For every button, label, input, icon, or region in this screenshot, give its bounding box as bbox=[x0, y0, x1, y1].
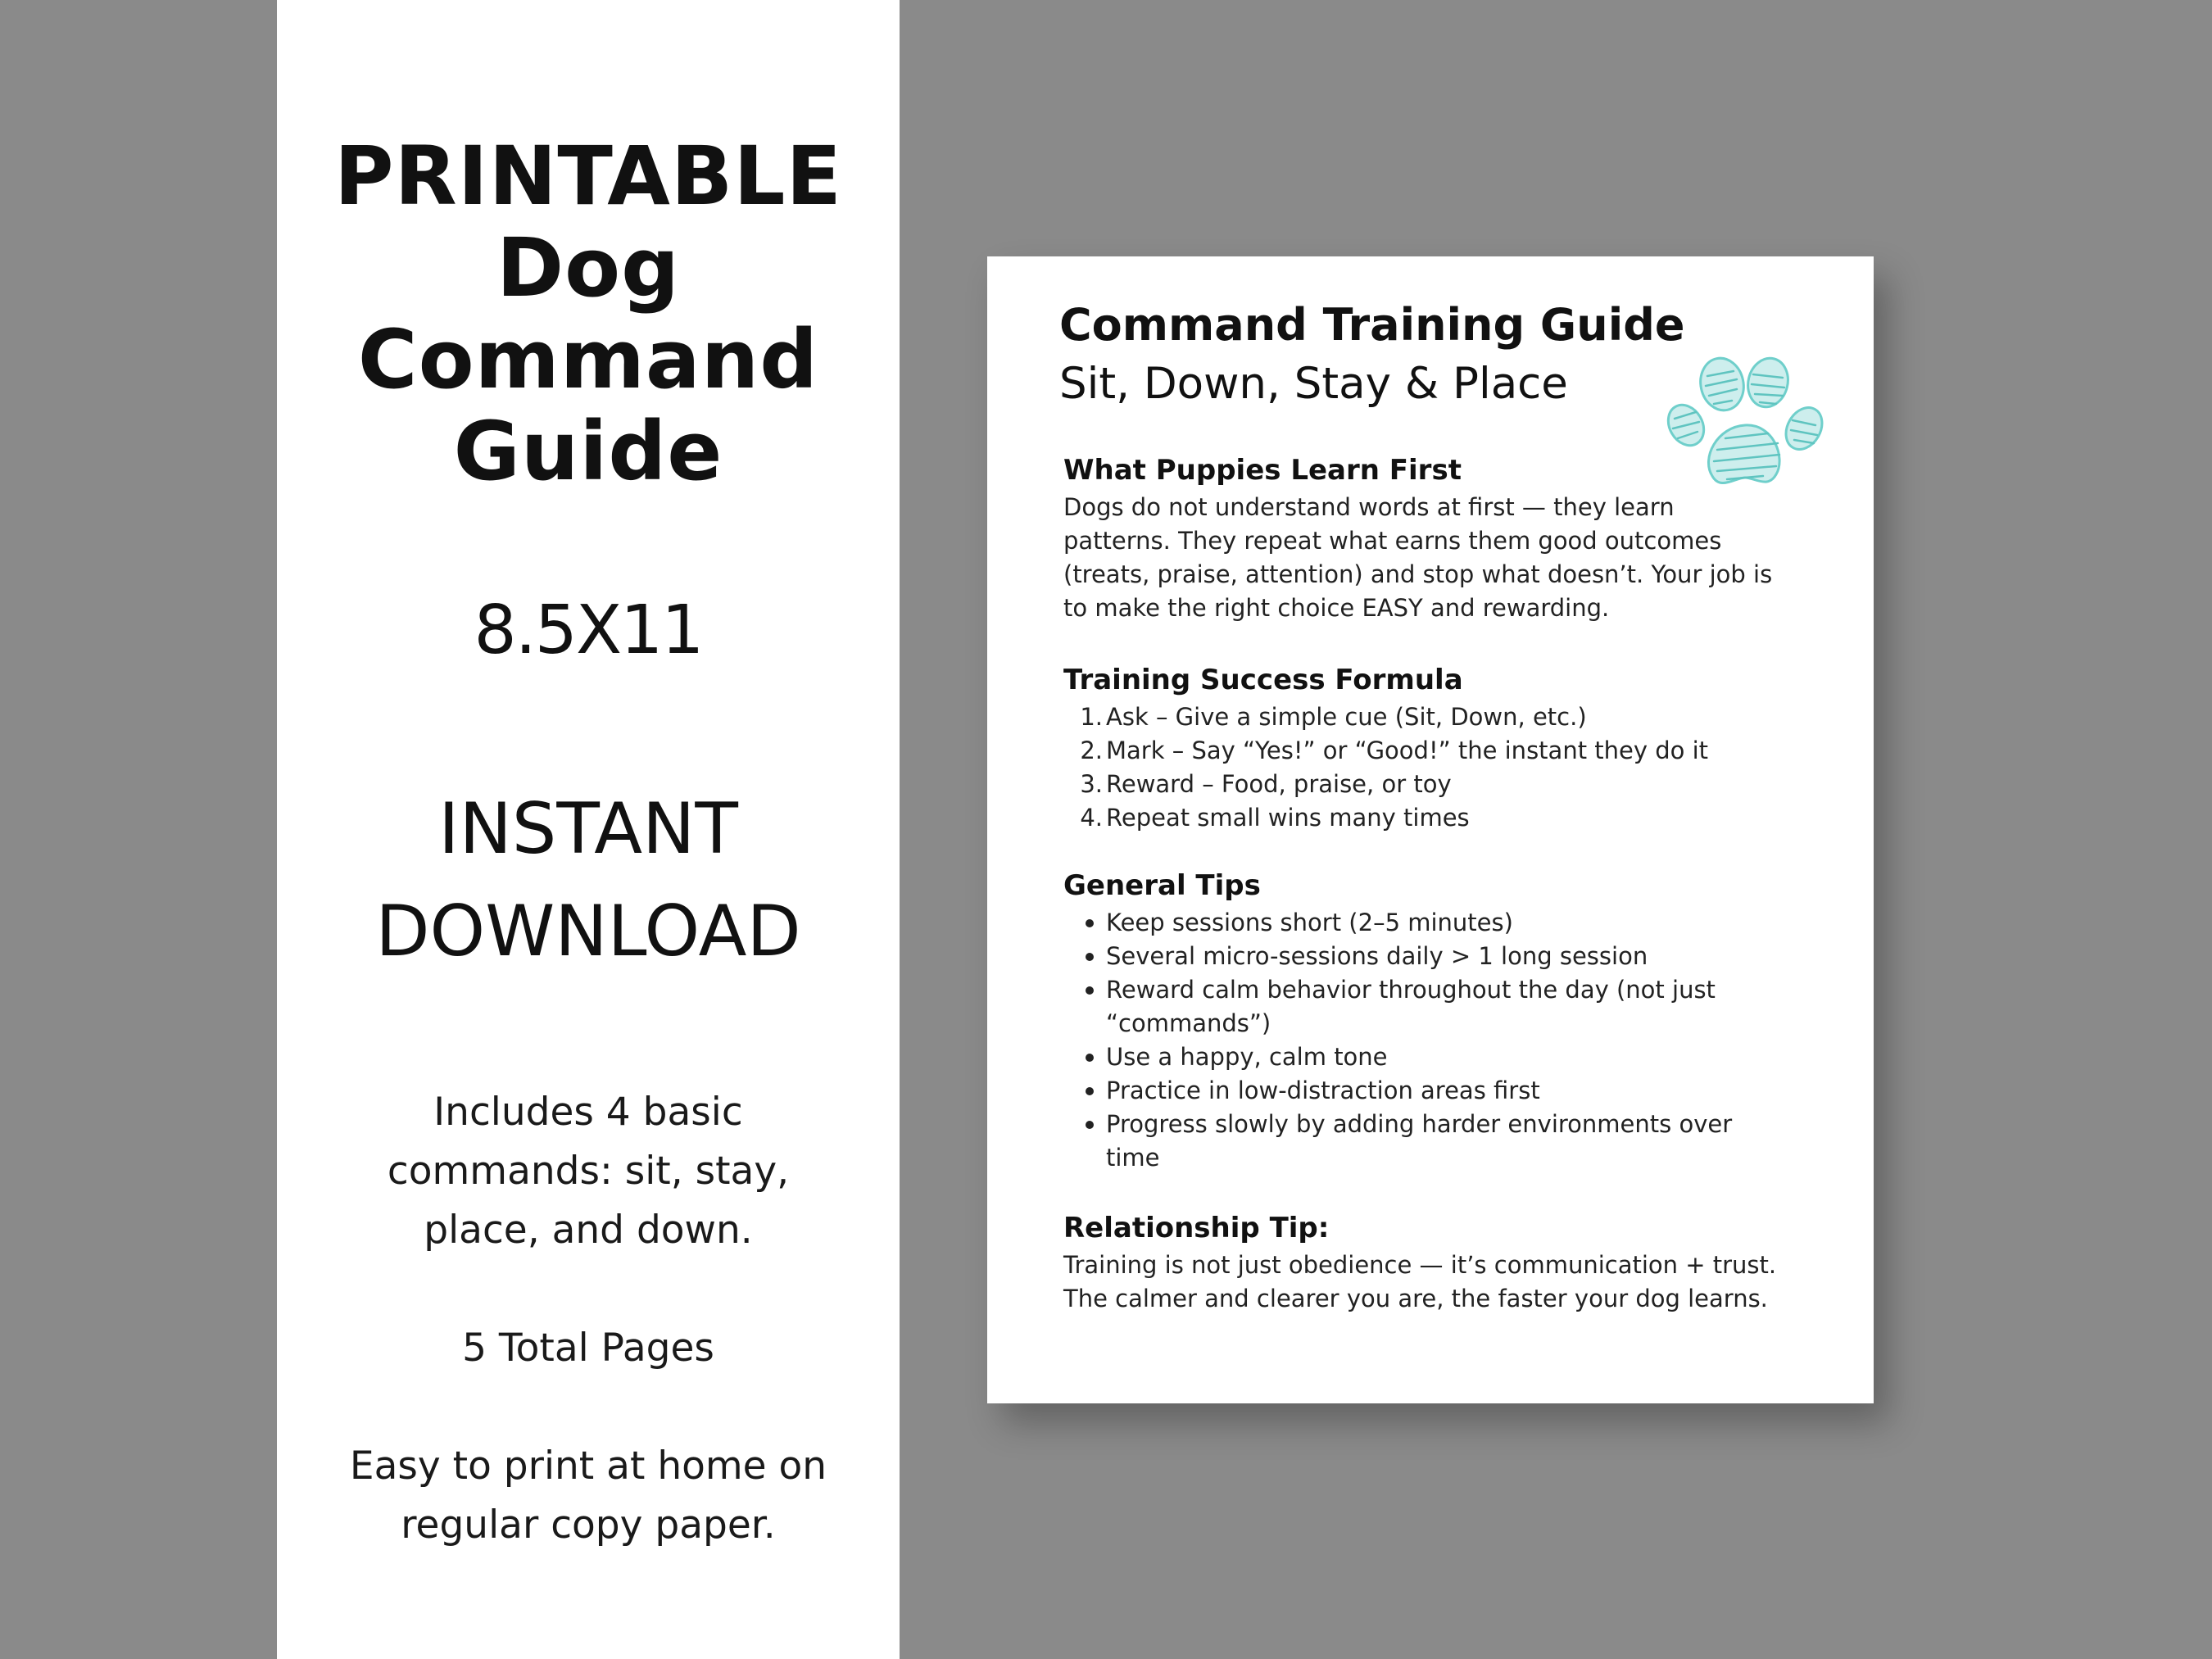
step-number: 1. bbox=[1080, 703, 1103, 731]
download-line: INSTANT bbox=[438, 788, 738, 870]
body-line: (treats, praise, attention) and stop what doesn’t. Your job is bbox=[1063, 560, 1773, 588]
tip-text: Practice in low-distraction areas first bbox=[1106, 1077, 1540, 1104]
headline-line: Command bbox=[357, 313, 819, 407]
product-info-panel bbox=[277, 0, 900, 1659]
section-what-puppies-learn bbox=[1063, 451, 1825, 625]
list-item bbox=[1063, 1040, 1825, 1074]
list-item bbox=[1063, 973, 1825, 1040]
step-number: 3. bbox=[1080, 770, 1103, 798]
body-line: Dogs do not understand words at first — they learn bbox=[1063, 493, 1675, 521]
section-body bbox=[1063, 491, 1825, 625]
section-heading: Relationship Tip: bbox=[1063, 1212, 1330, 1244]
print-tip-line: regular copy paper. bbox=[401, 1503, 776, 1548]
includes-line: place, and down. bbox=[424, 1208, 753, 1253]
includes-line: commands: sit, stay, bbox=[387, 1149, 790, 1194]
tip-text: time bbox=[1106, 1144, 1160, 1172]
guide-subtitle: Sit, Down, Stay & Place bbox=[1059, 359, 1568, 409]
guide-page bbox=[987, 256, 1874, 1403]
step-number: 2. bbox=[1080, 737, 1103, 764]
list-item bbox=[1063, 1108, 1825, 1175]
step-text: Reward – Food, praise, or toy bbox=[1106, 770, 1452, 798]
section-training-formula bbox=[1063, 661, 1825, 835]
step-text: Repeat small wins many times bbox=[1106, 804, 1470, 832]
body-line: patterns. They repeat what earns them good outcomes bbox=[1063, 527, 1722, 555]
section-heading: Training Success Formula bbox=[1063, 664, 1463, 696]
tip-text: Reward calm behavior throughout the day (not just bbox=[1106, 976, 1716, 1004]
print-tip-line: Easy to print at home on bbox=[349, 1444, 827, 1489]
list-item bbox=[1063, 801, 1825, 835]
body-line: to make the right choice EASY and rewarding. bbox=[1063, 594, 1610, 622]
section-relationship-tip bbox=[1063, 1209, 1825, 1316]
product-headline bbox=[277, 131, 900, 498]
headline-line: Guide bbox=[453, 405, 723, 499]
tip-text: Use a happy, calm tone bbox=[1106, 1043, 1388, 1071]
section-body bbox=[1063, 1249, 1825, 1316]
section-heading: General Tips bbox=[1063, 869, 1261, 902]
instant-download-label bbox=[277, 778, 900, 983]
headline-line: PRINTABLE bbox=[333, 129, 843, 224]
step-number: 4. bbox=[1080, 804, 1103, 832]
formula-steps-list bbox=[1063, 700, 1825, 835]
list-item bbox=[1063, 1074, 1825, 1108]
list-item bbox=[1063, 768, 1825, 801]
total-pages-label: 5 Total Pages bbox=[462, 1326, 714, 1371]
body-line: Training is not just obedience — it’s communication + trust. bbox=[1063, 1251, 1777, 1279]
headline-line: Dog bbox=[496, 221, 681, 315]
section-heading: What Puppies Learn First bbox=[1063, 454, 1462, 487]
tips-list bbox=[1063, 906, 1825, 1175]
list-item bbox=[1063, 940, 1825, 973]
body-line: The calmer and clearer you are, the faster your dog learns. bbox=[1063, 1285, 1768, 1312]
step-text: Ask – Give a simple cue (Sit, Down, etc.) bbox=[1106, 703, 1587, 731]
guide-page-preview bbox=[987, 256, 1874, 1403]
list-item bbox=[1063, 700, 1825, 734]
guide-title: Command Training Guide bbox=[1059, 299, 1685, 351]
tip-text: Keep sessions short (2–5 minutes) bbox=[1106, 909, 1513, 936]
tip-text: Several micro-sessions daily > 1 long session bbox=[1106, 942, 1648, 970]
section-general-tips bbox=[1063, 867, 1825, 1175]
step-text: Mark – Say “Yes!” or “Good!” the instant they do it bbox=[1106, 737, 1709, 764]
tip-text: Progress slowly by adding harder environments over bbox=[1106, 1110, 1733, 1138]
includes-description bbox=[277, 1083, 900, 1260]
list-item bbox=[1063, 734, 1825, 768]
download-line: DOWNLOAD bbox=[375, 891, 801, 972]
print-tip-description bbox=[277, 1437, 900, 1555]
list-item bbox=[1063, 906, 1825, 940]
includes-line: Includes 4 basic bbox=[433, 1090, 743, 1135]
paper-size-label: 8.5X11 bbox=[474, 592, 703, 669]
tip-text: “commands”) bbox=[1106, 1009, 1271, 1037]
